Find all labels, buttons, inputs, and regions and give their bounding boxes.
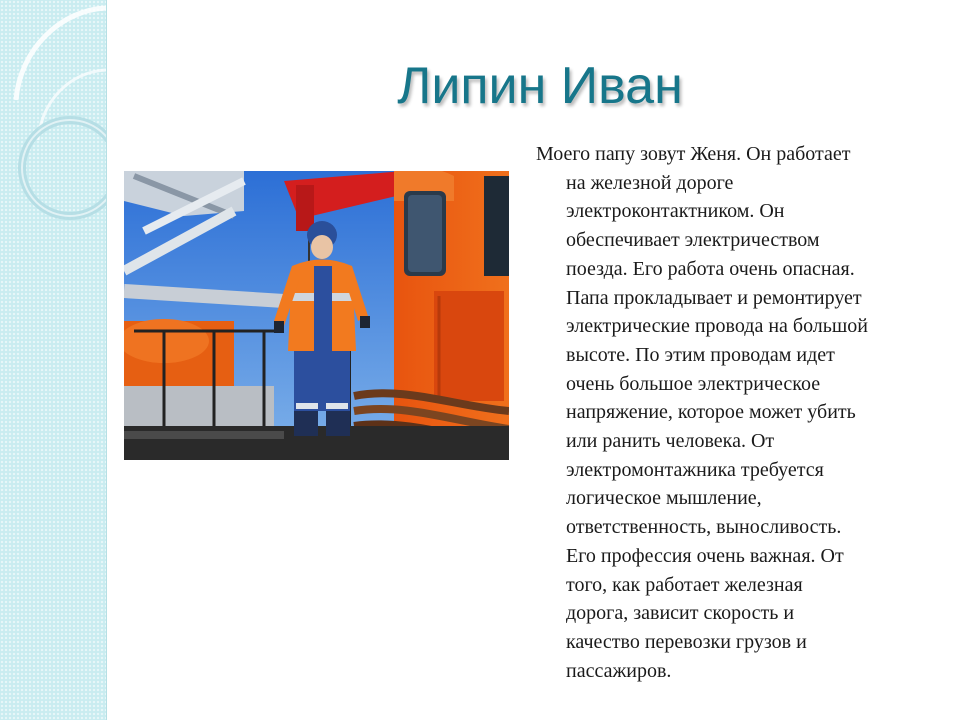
slide-title: Липин Иван xyxy=(397,57,683,115)
paragraph-line: Папа прокладывает и ремонтирует xyxy=(566,286,862,309)
body-paragraph xyxy=(536,140,936,685)
paragraph-line: Его профессия очень важная. От xyxy=(566,544,844,567)
photo-illustration xyxy=(124,171,509,460)
paragraph-line: высоте. По этим проводам идет xyxy=(566,343,835,366)
decorative-circles xyxy=(0,0,106,720)
paragraph-line: качество перевозки грузов и xyxy=(566,630,807,653)
decorative-side-panel xyxy=(0,0,107,720)
paragraph-line: или ранить человека. От xyxy=(566,430,775,453)
photo-railway-worker xyxy=(124,171,509,460)
paragraph-line: на железной дороге xyxy=(566,171,734,194)
paragraph-line: электрические провода на большой xyxy=(566,315,869,338)
paragraph-line: электромонтажника требуется xyxy=(566,458,824,481)
paragraph-line: Моего папу зовут Женя. Он работает xyxy=(536,143,851,165)
paragraph-line: поезда. Его работа очень опасная. xyxy=(566,257,855,280)
paragraph-line: логическое мышление, xyxy=(566,487,762,510)
paragraph-line: обеспечивает электричеством xyxy=(566,229,820,252)
paragraph-line: пассажиров. xyxy=(566,659,672,682)
paragraph-line: напряжение, которое может убить xyxy=(566,401,856,424)
paragraph-line: того, как работает железная xyxy=(566,573,803,596)
paragraph-line: электроконтактником. Он xyxy=(566,200,785,223)
paragraph-line: ответственность, выносливость. xyxy=(566,516,842,539)
paragraph-line: дорога, зависит скорость и xyxy=(566,602,795,625)
paragraph-line: очень большое электрическое xyxy=(566,372,821,395)
